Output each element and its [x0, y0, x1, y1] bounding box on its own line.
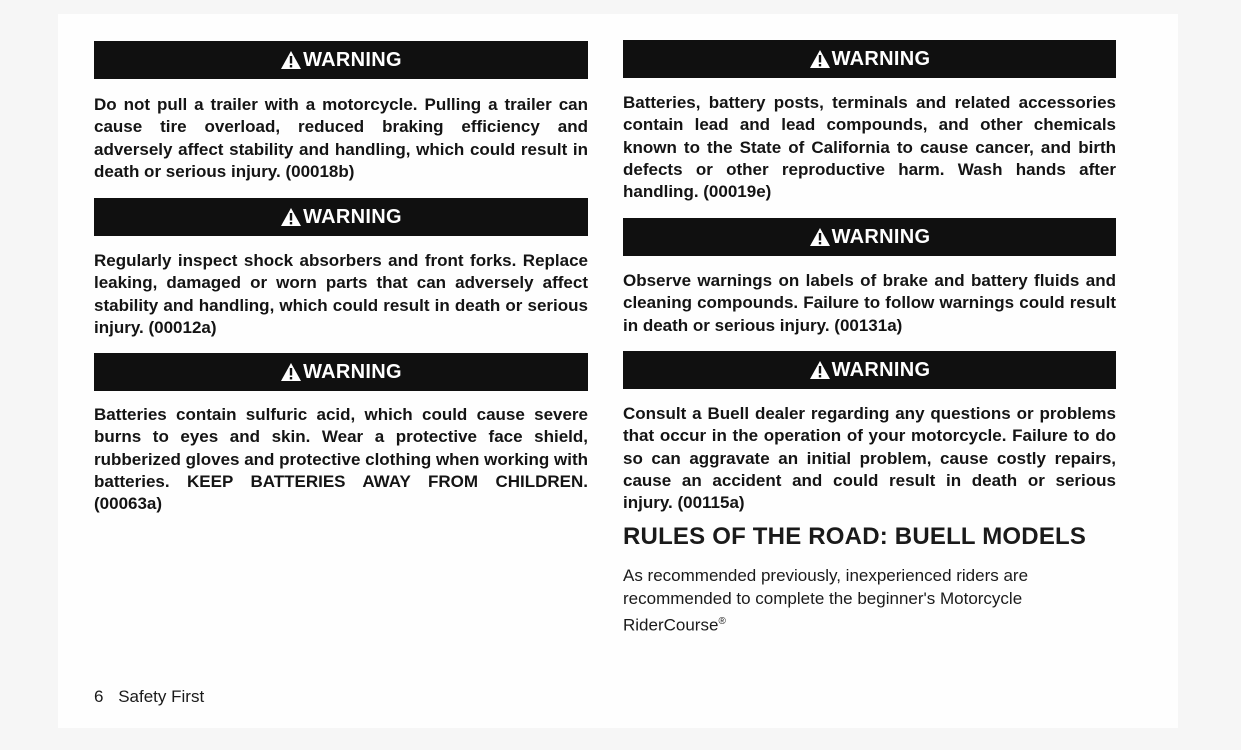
warning-banner — [94, 353, 588, 391]
section-body — [623, 564, 1116, 637]
warning-text: Batteries contain sulfuric acid, which could cause severe burns to eyes and skin. Wear a protective face shield, rubberized gloves and protective clothing when working with batteries. KEEP BATTERIES AWAY FROM CHILDREN. (00063a) — [94, 405, 588, 514]
warning-triangle-icon — [280, 50, 302, 70]
warning-text: Batteries, battery posts, terminals and related accessories contain lead and lead compounds, and other chemicals known to the State of California to cause cancer, and birth defects or other reproductive harm. Wash hands after handling. (00019e) — [623, 93, 1116, 202]
warning-label: WARNING — [831, 358, 931, 381]
warning-triangle-icon — [280, 362, 302, 382]
warning-triangle-icon — [280, 207, 302, 227]
warning-text: Consult a Buell dealer regarding any questions or problems that occur in the operation of your motorcycle. Failure to do so can aggravate an initial problem, cause costly repairs, cause an accident and could result in death or serious injury. (00115a) — [623, 404, 1116, 513]
warning-banner — [94, 198, 588, 236]
section-body-text: As recommended previously, inexperienced riders are recommended to complete the beginner's Motorcycle RiderCourse — [623, 566, 1029, 635]
warning-text: Regularly inspect shock absorbers and front forks. Replace leaking, damaged or worn parts that can adversely affect stability and handling, which could result in death or serious injury. (00012a) — [94, 251, 588, 337]
warning-label: WARNING — [303, 48, 402, 71]
warning-text: Do not pull a trailer with a motorcycle. Pulling a trailer can cause tire overload, reduced braking efficiency and adversely affect stability and handling, which could result in death or serious injury. (00018b) — [94, 95, 588, 181]
warning-triangle-icon — [809, 227, 831, 247]
warning-triangle-icon — [809, 360, 831, 380]
warning-banner — [623, 218, 1116, 256]
footer-section-name: Safety First — [118, 687, 205, 706]
page-number: 6 — [94, 687, 104, 706]
warning-banner — [94, 41, 588, 79]
warning-label: WARNING — [831, 225, 931, 248]
warning-label: WARNING — [303, 360, 402, 383]
warning-banner — [623, 40, 1116, 78]
warning-banner — [623, 351, 1116, 389]
warning-text: Observe warnings on labels of brake and battery fluids and cleaning compounds. Failure to follow warnings could result in death or serious injury. (00131a) — [623, 271, 1116, 335]
page-footer — [94, 687, 204, 707]
warning-triangle-icon — [809, 49, 831, 69]
section-heading: RULES OF THE ROAD: BUELL MODELS — [623, 523, 1087, 550]
registered-mark: ® — [718, 616, 726, 627]
manual-page — [58, 14, 1178, 728]
warning-label: WARNING — [303, 205, 402, 228]
warning-label: WARNING — [831, 47, 931, 70]
